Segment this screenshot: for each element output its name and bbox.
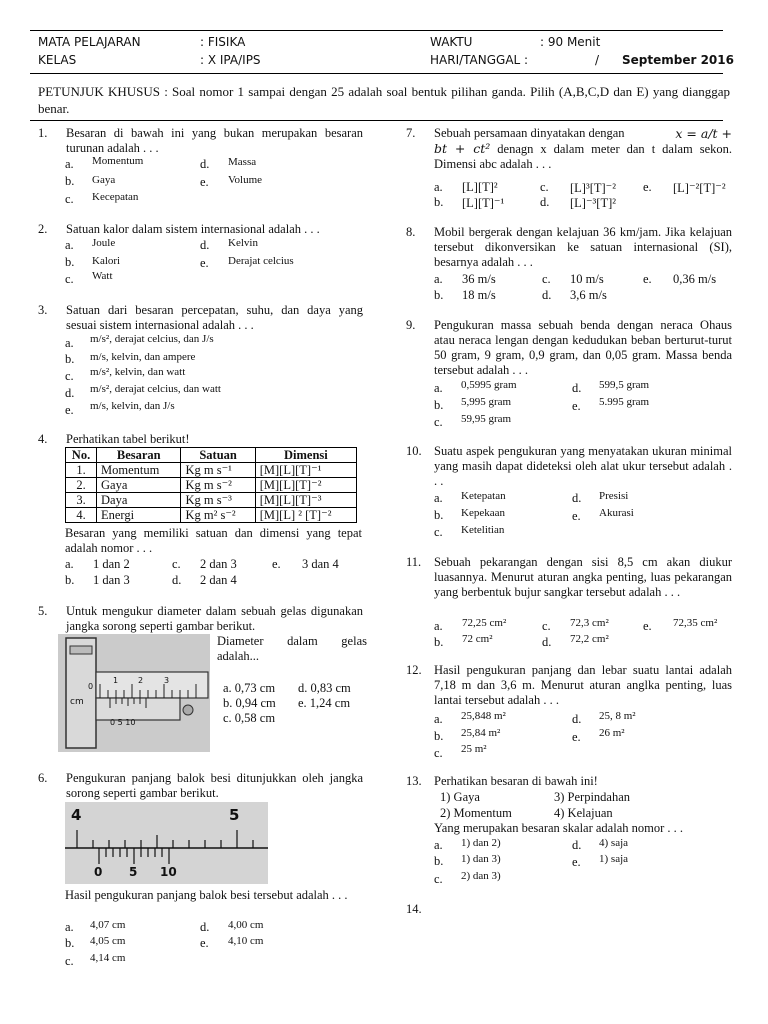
q13-text: Perhatikan besaran di bawah ini! [434,774,598,788]
q13-after-text: Yang merupakan besaran skalar adalah nomor . . . [434,821,683,835]
q2-option-d[interactable]: Kelvin [228,237,258,249]
q6-text: Pengukuran panjang balok besi ditunjukkan oleh jangka sorong seperti gambar berikut. [66,771,363,800]
q3-text: Satuan dari besaran percepatan, suhu, dan daya yang sesuai sistem internasional adalah . . . [66,303,363,332]
q13-option-b[interactable]: 1) dan 3) [461,853,501,865]
q10-text: Suatu aspek pengukuran yang menyatakan ukuran minimal yang masih dapat dideteksi oleh alat ukur tersebut adalah . . . [434,444,732,488]
q4-a-label: a. [65,557,74,571]
q6-c-label: c. [65,954,74,968]
table-cell: Kg m² s⁻² [181,508,255,523]
q7-d-label: d. [540,195,550,209]
q4-d-label: d. [172,573,182,587]
q9-option-c[interactable]: 59,95 gram [461,413,512,425]
q2-number: 2. [38,222,48,236]
q4-b-label: b. [65,573,75,587]
date-value: September 2016 [622,53,734,67]
table-row [66,478,357,493]
table-cell: Momentum [97,463,181,478]
q8-c-label: c. [542,272,551,286]
q5-img-cm: cm [70,697,84,707]
q7-e-label: e. [643,180,652,194]
q13-item-3: 3) Perpindahan [554,790,631,804]
q12-c-label: c. [434,746,443,760]
q3-number: 3. [38,303,48,317]
class-value: : X IPA/IPS [200,53,261,67]
q6-after-text: Hasil pengukuran panjang balok besi tersebut adalah . . . [65,888,348,902]
header-rule [30,73,723,74]
q9-option-a[interactable]: 0,5995 gram [461,379,517,391]
q10-b-label: b. [434,508,444,522]
q12-text: Hasil pengukuran panjang dan lebar suatu lantai adalah 7,18 m dan 3,6 m. Menurut aturan anglka penting, luas lantai tersebut adalah . . . [434,663,732,707]
q1-a-label: a. [65,157,74,171]
q4-option-e[interactable]: 3 dan 4 [302,557,339,571]
q6-img-4: 4 [71,806,82,824]
q7-option-d[interactable]: [L]⁻³[T]² [570,196,617,210]
table-cell: Kg m s⁻² [181,478,255,493]
q10-e-label: e. [572,509,581,523]
q13-item-2: 2) Momentum [440,806,512,820]
q10-option-a[interactable]: Ketepatan [461,490,506,502]
q8-d-label: d. [542,288,552,302]
q11-e-label: e. [643,619,652,633]
q7-b-label: b. [434,195,444,209]
q4-col-satuan: Satuan [181,448,255,463]
q13-option-a[interactable]: 1) dan 2) [461,837,501,849]
q1-option-e[interactable]: Volume [228,174,263,186]
table-cell: 3. [66,493,97,508]
q3-option-b[interactable]: m/s, kelvin, dan ampere [90,351,196,363]
q8-b-label: b. [434,288,444,302]
time-label: WAKTU [430,35,473,49]
q6-img-5: 5 [229,806,240,824]
q11-text: Sebuah pekarangan dengan sisi 8,5 cm akan diukur luasannya. Menurut aturan angka penting, luas pekarangan yang berbentuk bujur sangkar tersebut adalah . . . [434,555,732,599]
q9-d-label: d. [572,381,582,395]
question-6 [38,771,363,801]
q5-option-d[interactable]: d. 0,83 cm [298,681,351,695]
q2-text: Satuan kalor dalam sistem internasional adalah . . . [66,222,320,236]
q5-option-e[interactable]: e. 1,24 cm [298,696,351,710]
q6-e-label: e. [200,936,209,950]
q6-img-v0: 0 [94,865,103,879]
q4-col-no: No. [66,448,97,463]
q4-number: 4. [38,432,48,446]
q6-a-label: a. [65,920,74,934]
q12-number: 12. [406,663,422,677]
q2-c-label: c. [65,272,74,286]
q7-number: 7. [406,126,416,140]
top-rule [30,30,723,31]
q9-a-label: a. [434,381,443,395]
caliper-drawing [58,634,210,752]
q2-option-c[interactable]: Watt [92,270,113,282]
table-cell: [M][L][T]⁻² [255,478,356,493]
q1-e-label: e. [200,175,209,189]
q11-d-label: d. [542,635,552,649]
q4-option-a[interactable]: 1 dan 2 [93,557,130,571]
table-cell: Gaya [97,478,181,493]
q1-option-c[interactable]: Kecepatan [92,191,139,203]
table-cell: Daya [97,493,181,508]
q12-d-label: d. [572,712,582,726]
table-row [66,508,357,523]
q5-text: Untuk mengukur diameter dalam sebuah gelas digunakan jangka sorong seperti gambar berikut. [66,604,363,633]
q6-option-b[interactable]: 4,05 cm [90,935,126,947]
q7-text2: denagn x dalam meter dan t dalam sekon. Dimensi abc adalah . . . [434,142,733,171]
q4-option-c[interactable]: 2 dan 3 [200,557,237,571]
q10-option-e[interactable]: Akurasi [599,507,634,519]
q10-a-label: a. [434,491,443,505]
table-cell: [M][L] ² [T]⁻² [255,508,356,523]
q6-option-e[interactable]: 4,10 cm [228,935,264,947]
question-12 [406,663,732,708]
q10-option-b[interactable]: Kepekaan [461,507,505,519]
q10-c-label: c. [434,525,443,539]
q5-vernier-caliper-image [58,634,210,752]
q13-option-e[interactable]: 1) saja [599,853,629,865]
q7-c-label: c. [540,180,549,194]
q1-number: 1. [38,126,48,140]
q8-a-label: a. [434,272,443,286]
class-label: KELAS [38,53,77,67]
table-cell: 2. [66,478,97,493]
q5-option-c[interactable]: c. 0,58 cm [223,711,276,725]
q1-c-label: c. [65,192,74,206]
q14-number: 14. [406,902,422,916]
q11-option-d[interactable]: 72,2 cm² [570,633,609,645]
table-cell: [M][L][T]⁻¹ [255,463,356,478]
instructions: PETUNJUK KHUSUS : Soal nomor 1 sampai dengan 25 adalah soal bentuk pilihan ganda. Pilih (A,B,C,D dan E) yang dianggap benar. [38,84,730,116]
q1-option-b[interactable]: Gaya [92,174,116,186]
q13-option-d[interactable]: 4) saja [599,837,629,849]
q4-e-label: e. [272,557,281,571]
q1-text: Besaran di bawah ini yang bukan merupakan besaran turunan adalah . . . [66,126,363,155]
table-cell: Energi [97,508,181,523]
q9-option-d[interactable]: 599,5 gram [599,379,650,391]
q12-e-label: e. [572,730,581,744]
q5-img-2: 2 [138,676,144,685]
q11-b-label: b. [434,635,444,649]
q3-c-label: c. [65,369,74,383]
question-2 [38,222,368,237]
q8-e-label: e. [643,272,652,286]
q12-option-b[interactable]: 25,84 m² [461,727,501,739]
question-8 [406,225,732,270]
q6-vernier-scale-image [65,802,268,884]
q3-option-e[interactable]: m/s, kelvin, dan J/s [90,400,175,412]
q7-text1: Sebuah persamaan dinyatakan dengan [434,126,625,140]
q5-option-a[interactable]: a. 0,73 cm [223,681,276,695]
subject-label: MATA PELAJARAN [38,35,141,49]
q13-a-label: a. [434,838,443,852]
q4-text: Perhatikan tabel berikut! [66,432,190,446]
q9-c-label: c. [434,415,443,429]
q13-item-4: 4) Kelajuan [554,806,613,820]
q7-option-c[interactable]: [L]³[T]⁻² [570,181,617,195]
q11-option-c[interactable]: 72,3 cm² [570,617,609,629]
q12-option-d[interactable]: 25, 8 m² [599,710,636,722]
question-10 [406,444,732,489]
q13-c-label: c. [434,872,443,886]
q13-d-label: d. [572,838,582,852]
q5-number: 5. [38,604,48,618]
q7-equation-2: bt + ct² [434,141,491,156]
q10-d-label: d. [572,491,582,505]
q4-option-b[interactable]: 1 dan 3 [93,573,130,587]
q13-b-label: b. [434,854,444,868]
q6-option-d[interactable]: 4,00 cm [228,919,264,931]
q5-side-text: Diameter dalam gelas adalah... [217,634,367,663]
question-13 [406,774,732,789]
q1-d-label: d. [200,157,210,171]
q12-option-c[interactable]: 25 m² [461,743,487,755]
q6-number: 6. [38,771,48,785]
question-4 [38,432,363,447]
table-cell: Kg m s⁻¹ [181,463,255,478]
q11-option-e[interactable]: 72,35 cm² [673,617,718,629]
q8-option-c[interactable]: 10 m/s [570,272,604,286]
q7-line1 [434,126,732,141]
q6-option-a[interactable]: 4,07 cm [90,919,126,931]
table-cell: Kg m s⁻³ [181,493,255,508]
q2-d-label: d. [200,238,210,252]
q1-option-a[interactable]: Momentum [92,155,144,167]
q8-number: 8. [406,225,416,239]
subject-value: : FISIKA [200,35,246,49]
instructions-rule [30,120,723,121]
q1-b-label: b. [65,174,75,188]
q3-b-label: b. [65,352,75,366]
q9-number: 9. [406,318,416,332]
q9-b-label: b. [434,398,444,412]
q9-option-e[interactable]: 5.995 gram [599,396,650,408]
q6-img-v10: 10 [160,865,177,879]
q10-option-c[interactable]: Ketelitian [461,524,505,536]
q5-img-3: 3 [164,676,170,685]
q3-e-label: e. [65,403,74,417]
q6-d-label: d. [200,920,210,934]
q3-option-c[interactable]: m/s², kelvin, dan watt [90,366,186,378]
date-label: HARI/TANGGAL : [430,53,529,67]
q10-option-d[interactable]: Presisi [599,490,629,502]
q2-b-label: b. [65,255,75,269]
question-5 [38,604,363,634]
q4-table [65,447,357,523]
q11-number: 11. [406,555,422,569]
table-cell: 1. [66,463,97,478]
q3-a-label: a. [65,336,74,350]
q9-option-b[interactable]: 5,995 gram [461,396,512,408]
table-row [66,493,357,508]
q12-b-label: b. [434,729,444,743]
q4-option-d[interactable]: 2 dan 4 [200,573,237,587]
q8-option-a[interactable]: 36 m/s [462,272,496,286]
q5-img-0: 0 [88,682,94,691]
table-row [66,463,357,478]
q11-option-a[interactable]: 72,25 cm² [462,617,507,629]
question-7 [406,126,732,172]
q12-option-a[interactable]: 25,848 m² [461,710,506,722]
question-11 [406,555,732,600]
date-slash: / [595,53,600,67]
question-1 [38,126,363,156]
q3-option-d[interactable]: m/s², derajat celcius, dan watt [90,383,221,395]
q5-img-1: 1 [113,676,119,685]
q7-a-label: a. [434,180,443,194]
q6-b-label: b. [65,936,75,950]
question-3 [38,303,363,333]
q5-option-b[interactable]: b. 0,94 cm [223,696,276,710]
table-cell: [M][L][T]⁻³ [255,493,356,508]
q8-option-b[interactable]: 18 m/s [462,288,496,302]
q2-option-e[interactable]: Derajat celcius [228,255,294,267]
q12-a-label: a. [434,712,443,726]
q7-option-b[interactable]: [L][T]⁻¹ [462,196,505,210]
q7-option-a[interactable]: [L][T]² [462,180,498,194]
q8-option-e[interactable]: 0,36 m/s [673,272,717,286]
q9-text: Pengukuran massa sebuah benda dengan neraca Ohaus atau neraca lengan dengan kedudukan beban berturut-turut 50 gram, 9 gram, 0,9 gram, dan 0,05 gram. Massa benda tersebut adalah . . . [434,318,732,377]
q9-e-label: e. [572,399,581,413]
q13-number: 13. [406,774,422,788]
q6-option-c[interactable]: 4,14 cm [90,952,126,964]
q10-number: 10. [406,444,422,458]
table-cell: 4. [66,508,97,523]
q7-equation-1: x = a/t + [675,126,732,141]
q6-img-v5: 5 [129,865,138,879]
q11-a-label: a. [434,619,443,633]
q13-e-label: e. [572,855,581,869]
q3-option-a[interactable]: m/s², derajat celcius, dan J/s [90,333,214,345]
q4-col-dimensi: Dimensi [255,448,356,463]
q4-table-header [66,448,357,463]
q5-img-vernier: 0 5 10 [110,718,136,727]
q4-col-besaran: Besaran [97,448,181,463]
q4-after-text: Besaran yang memiliki satuan dan dimensi yang tepat adalah nomor . . . [65,526,362,555]
q11-option-b[interactable]: 72 cm² [462,633,493,645]
q2-a-label: a. [65,238,74,252]
time-value: : 90 Menit [540,35,601,49]
q2-option-a[interactable]: Joule [92,237,116,249]
q13-option-c[interactable]: 2) dan 3) [461,870,501,882]
q7-option-e[interactable]: [L]⁻²[T]⁻² [673,181,726,195]
q3-d-label: d. [65,386,75,400]
q8-option-d[interactable]: 3,6 m/s [570,288,607,302]
q2-e-label: e. [200,256,209,270]
q1-option-d[interactable]: Massa [228,156,257,168]
q13-item-1: 1) Gaya [440,790,480,804]
q7-text-block [434,126,732,172]
q2-option-b[interactable]: Kalori [92,255,121,267]
question-9 [406,318,732,378]
q12-option-e[interactable]: 26 m² [599,727,625,739]
q11-c-label: c. [542,619,551,633]
q4-c-label: c. [172,557,181,571]
q8-text: Mobil bergerak dengan kelajuan 36 km/jam. Jika kelajuan tersebut dikonversikan ke satuan internasional (SI), besarnya adalah . . . [434,225,732,269]
